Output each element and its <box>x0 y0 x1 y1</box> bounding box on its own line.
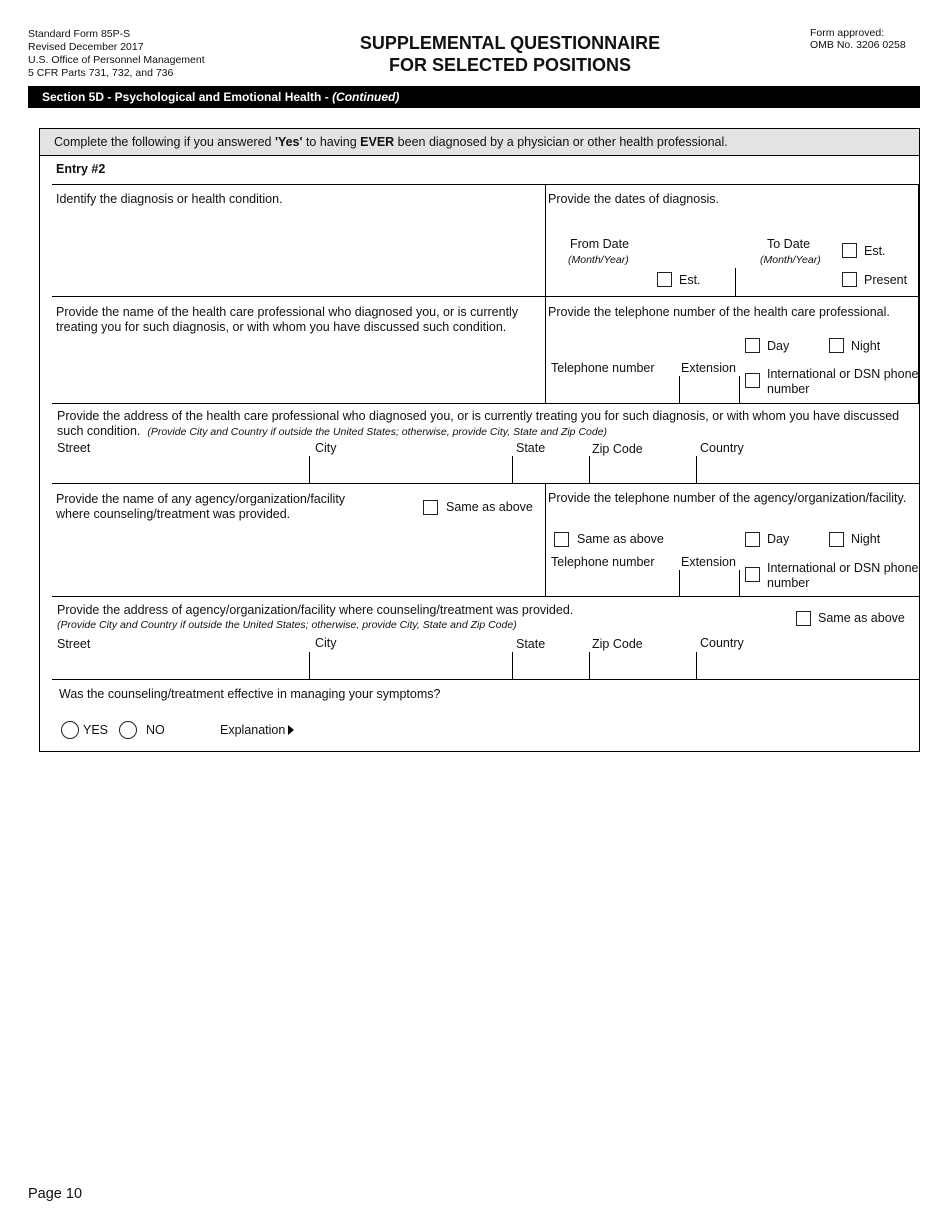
yes-label: YES <box>83 723 109 737</box>
professional-address-line: Provide the address of the health care professional who diagnosed you, or is currently treating you for such diagnosis, or with whom you have discussed <box>57 409 900 423</box>
zip-label: Zip Code <box>592 442 643 456</box>
phone-divider <box>739 570 740 596</box>
professional-country-input[interactable] <box>699 457 917 482</box>
dates-label: Provide the dates of diagnosis. <box>548 192 719 206</box>
form-identification <box>28 28 205 80</box>
facility-extension-input[interactable] <box>682 571 736 594</box>
from-date-label: From Date <box>570 237 630 251</box>
facility-same-checkbox[interactable] <box>423 500 438 515</box>
professional-night-checkbox[interactable] <box>829 338 844 353</box>
facility-label <box>56 492 345 522</box>
approval-label: Form approved: <box>810 27 885 39</box>
international-label-line: International or DSN phone <box>767 367 919 381</box>
professional-state-input[interactable] <box>515 457 586 482</box>
instructions-text: been diagnosed by a physician or other health professional. <box>394 135 728 149</box>
address-hint: (Provide City and Country if outside the United States; otherwise, provide City, State and Zip Code) <box>147 426 608 438</box>
play-arrow-icon <box>288 725 294 735</box>
explanation-field[interactable] <box>220 723 294 738</box>
omb-approval <box>810 27 906 51</box>
section-header <box>28 86 920 108</box>
divider <box>52 679 920 680</box>
international-label <box>767 561 918 591</box>
day-label: Day <box>767 532 790 546</box>
divider <box>52 296 918 297</box>
extension-label: Extension <box>681 555 736 569</box>
professional-extension-input[interactable] <box>682 377 736 401</box>
from-est-label: Est. <box>679 273 701 287</box>
page-number: Page 10 <box>28 1186 83 1202</box>
address-divider <box>696 456 697 483</box>
to-date-label: To Date <box>767 237 811 251</box>
omb-number: OMB No. 3206 0258 <box>810 39 906 51</box>
page-title <box>300 32 720 76</box>
state-label: State <box>516 441 546 455</box>
phone-divider <box>739 376 740 403</box>
state-label: State <box>516 637 546 651</box>
same-as-above-label: Same as above <box>818 611 905 625</box>
instructions-ever: EVER <box>360 135 395 149</box>
agency-name: U.S. Office of Personnel Management <box>28 54 205 66</box>
no-label: NO <box>146 723 165 737</box>
international-label <box>767 367 918 397</box>
address-divider <box>309 652 310 679</box>
international-label-line: International or DSN phone <box>767 561 919 575</box>
facility-name-input[interactable] <box>56 526 536 592</box>
yes-radio[interactable] <box>61 721 79 739</box>
entry-label: Entry #2 <box>56 162 106 176</box>
professional-phone-input[interactable] <box>548 377 676 401</box>
extension-label: Extension <box>681 361 736 375</box>
facility-label-line: where counseling/treatment was provided. <box>56 507 291 521</box>
divider <box>52 403 920 404</box>
address-divider <box>589 456 590 483</box>
form-number: Standard Form 85P-S <box>28 28 131 40</box>
diagnosis-label: Identify the diagnosis or health condition. <box>56 192 283 206</box>
phone-same-label: Same as above <box>577 532 664 546</box>
instructions-yes: 'Yes' <box>274 135 303 149</box>
facility-address-same-checkbox[interactable] <box>796 611 811 626</box>
city-label: City <box>315 441 337 455</box>
facility-state-input[interactable] <box>515 653 586 678</box>
address-divider <box>696 652 697 679</box>
column-divider <box>545 483 546 596</box>
professional-label-line: treating you for such diagnosis, or with whom you have discussed such condition. <box>56 320 507 334</box>
night-label: Night <box>851 339 881 353</box>
from-est-checkbox[interactable] <box>657 272 672 287</box>
phone-divider <box>679 570 680 596</box>
professional-address-label <box>57 409 899 440</box>
divider <box>52 184 918 185</box>
facility-international-checkbox[interactable] <box>745 567 760 582</box>
address-divider <box>309 456 310 483</box>
facility-zip-input[interactable] <box>592 653 693 678</box>
instructions-text: to having <box>302 135 361 149</box>
phone-divider <box>679 376 680 403</box>
night-label: Night <box>851 532 881 546</box>
date-divider <box>735 268 736 296</box>
facility-street-input[interactable] <box>57 653 305 678</box>
to-est-label: Est. <box>864 244 886 258</box>
to-date-format: (Month/Year) <box>760 254 821 266</box>
professional-zip-input[interactable] <box>592 457 693 482</box>
facility-phone-input[interactable] <box>548 571 676 594</box>
telephone-label: Telephone number <box>551 361 655 375</box>
professional-street-input[interactable] <box>57 457 305 482</box>
facility-city-input[interactable] <box>312 653 509 678</box>
facility-label-line: Provide the name of any agency/organization/facility <box>56 492 346 506</box>
section-continued: (Continued) <box>332 90 400 104</box>
revision-date: Revised December 2017 <box>28 41 144 53</box>
telephone-label: Telephone number <box>551 555 655 569</box>
street-label: Street <box>57 441 91 455</box>
country-label: Country <box>700 441 744 455</box>
cfr-reference: 5 CFR Parts 731, 732, and 736 <box>28 67 174 79</box>
to-est-checkbox[interactable] <box>842 243 857 258</box>
divider <box>52 483 920 484</box>
no-radio[interactable] <box>119 721 137 739</box>
day-label: Day <box>767 339 790 353</box>
divider <box>52 596 920 597</box>
explanation-label: Explanation <box>220 723 286 737</box>
address-divider <box>512 652 513 679</box>
facility-night-checkbox[interactable] <box>829 532 844 547</box>
section-title: Section 5D - Psychological and Emotional Health - <box>42 90 333 104</box>
instructions-text: Complete the following if you answered <box>54 135 275 149</box>
facility-phone-label: Provide the telephone number of the agency/organization/facility. <box>548 491 907 505</box>
facility-address-label: Provide the address of agency/organization/facility where counseling/treatment was provided. <box>57 603 574 617</box>
from-date-input[interactable] <box>548 268 653 294</box>
present-checkbox[interactable] <box>842 272 857 287</box>
same-as-above-label: Same as above <box>446 500 533 514</box>
professional-international-checkbox[interactable] <box>745 373 760 388</box>
effective-question: Was the counseling/treatment effective in managing your symptoms? <box>59 687 441 701</box>
column-divider <box>545 184 546 403</box>
street-label: Street <box>57 637 91 651</box>
professional-day-checkbox[interactable] <box>745 338 760 353</box>
professional-phone-label: Provide the telephone number of the health care professional. <box>548 305 890 319</box>
address-divider <box>589 652 590 679</box>
professional-city-input[interactable] <box>312 457 509 482</box>
from-date-format: (Month/Year) <box>568 254 629 266</box>
professional-label-line: Provide the name of the health care professional who diagnosed you, or is currently <box>56 305 519 319</box>
title-line-1: SUPPLEMENTAL QUESTIONNAIRE <box>359 33 661 53</box>
address-hint: (Provide City and Country if outside the United States; otherwise, provide City, State and Zip Code) <box>57 619 517 631</box>
professional-label <box>56 305 518 335</box>
instructions <box>40 129 919 156</box>
international-label-line: number <box>767 576 810 590</box>
city-label: City <box>315 636 337 650</box>
facility-day-checkbox[interactable] <box>745 532 760 547</box>
country-label: Country <box>700 636 744 650</box>
address-divider <box>512 456 513 483</box>
professional-name-input[interactable] <box>56 338 536 398</box>
zip-label: Zip Code <box>592 637 643 651</box>
present-label: Present <box>864 273 908 287</box>
diagnosis-input[interactable] <box>56 210 536 292</box>
facility-phone-same-checkbox[interactable] <box>554 532 569 547</box>
title-line-2: FOR SELECTED POSITIONS <box>388 55 632 75</box>
to-date-input[interactable] <box>738 268 836 294</box>
facility-country-input[interactable] <box>699 653 917 678</box>
international-label-line: number <box>767 382 810 396</box>
professional-address-line: such condition. <box>57 424 141 438</box>
